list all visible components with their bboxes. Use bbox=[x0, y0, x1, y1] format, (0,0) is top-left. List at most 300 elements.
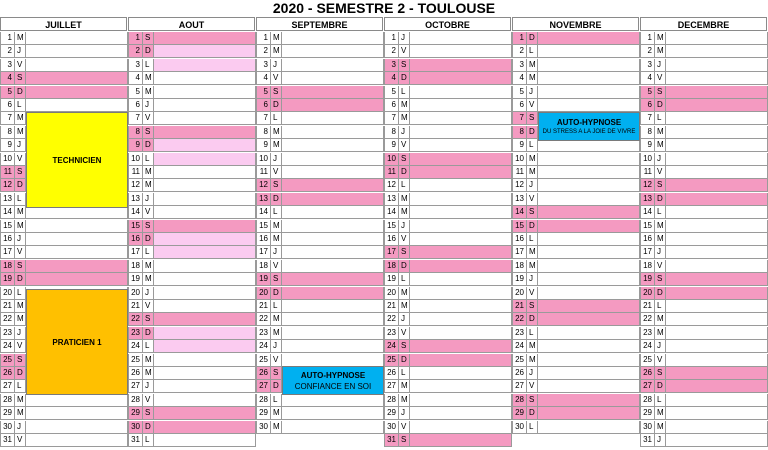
day-row[interactable] bbox=[384, 153, 512, 166]
day-row[interactable] bbox=[640, 313, 768, 326]
day-row[interactable] bbox=[0, 246, 128, 259]
day-event-cell[interactable] bbox=[26, 260, 128, 273]
day-event-cell[interactable] bbox=[666, 45, 768, 58]
day-row[interactable] bbox=[640, 394, 768, 407]
day-row[interactable] bbox=[640, 206, 768, 219]
day-row[interactable] bbox=[512, 206, 640, 219]
day-event-cell[interactable] bbox=[666, 394, 768, 407]
day-event-cell[interactable] bbox=[282, 126, 384, 139]
day-row[interactable] bbox=[256, 193, 384, 206]
day-row[interactable] bbox=[128, 421, 256, 434]
day-row[interactable] bbox=[256, 287, 384, 300]
day-event-cell[interactable] bbox=[538, 179, 640, 192]
day-row[interactable] bbox=[128, 407, 256, 420]
day-row[interactable] bbox=[0, 233, 128, 246]
day-row[interactable] bbox=[256, 32, 384, 45]
day-row[interactable] bbox=[128, 126, 256, 139]
day-row[interactable] bbox=[0, 32, 128, 45]
day-row[interactable] bbox=[384, 166, 512, 179]
day-event-cell[interactable] bbox=[154, 220, 256, 233]
day-event-cell[interactable] bbox=[410, 72, 512, 85]
day-row[interactable] bbox=[384, 233, 512, 246]
day-event-cell[interactable] bbox=[538, 260, 640, 273]
day-event-cell[interactable] bbox=[282, 354, 384, 367]
day-row[interactable] bbox=[384, 327, 512, 340]
day-row[interactable] bbox=[256, 206, 384, 219]
day-event-cell[interactable] bbox=[154, 126, 256, 139]
day-event-cell[interactable] bbox=[282, 139, 384, 152]
day-row[interactable] bbox=[640, 354, 768, 367]
day-row[interactable] bbox=[256, 166, 384, 179]
day-event-cell[interactable] bbox=[154, 367, 256, 380]
day-event-cell[interactable] bbox=[282, 179, 384, 192]
day-row[interactable] bbox=[0, 273, 128, 286]
day-event-cell[interactable] bbox=[666, 233, 768, 246]
day-row[interactable] bbox=[128, 99, 256, 112]
day-event-cell[interactable] bbox=[666, 327, 768, 340]
day-event-cell[interactable] bbox=[666, 300, 768, 313]
day-event-cell[interactable] bbox=[26, 32, 128, 45]
day-event-cell[interactable] bbox=[26, 86, 128, 99]
day-event-cell[interactable] bbox=[410, 166, 512, 179]
day-event-cell[interactable] bbox=[410, 139, 512, 152]
day-event-cell[interactable] bbox=[538, 421, 640, 434]
day-row[interactable] bbox=[256, 45, 384, 58]
day-event-cell[interactable] bbox=[410, 32, 512, 45]
day-event-cell[interactable] bbox=[538, 407, 640, 420]
day-event-cell[interactable] bbox=[26, 206, 128, 219]
day-row[interactable] bbox=[256, 99, 384, 112]
day-event-cell[interactable] bbox=[666, 112, 768, 125]
day-row[interactable] bbox=[640, 367, 768, 380]
day-event-cell[interactable] bbox=[538, 380, 640, 393]
day-event-cell[interactable] bbox=[538, 45, 640, 58]
day-event-cell[interactable] bbox=[410, 287, 512, 300]
day-row[interactable] bbox=[256, 59, 384, 72]
day-row[interactable] bbox=[512, 340, 640, 353]
day-event-cell[interactable] bbox=[282, 72, 384, 85]
day-row[interactable] bbox=[384, 260, 512, 273]
day-row[interactable] bbox=[512, 367, 640, 380]
day-row[interactable] bbox=[640, 434, 768, 447]
day-row[interactable] bbox=[0, 394, 128, 407]
day-row[interactable] bbox=[384, 99, 512, 112]
day-row[interactable] bbox=[128, 313, 256, 326]
day-row[interactable] bbox=[640, 59, 768, 72]
day-row[interactable] bbox=[384, 354, 512, 367]
day-event-cell[interactable] bbox=[666, 421, 768, 434]
day-event-cell[interactable] bbox=[666, 407, 768, 420]
day-row[interactable] bbox=[256, 153, 384, 166]
day-row[interactable] bbox=[512, 59, 640, 72]
day-row[interactable] bbox=[384, 407, 512, 420]
day-event-cell[interactable] bbox=[26, 394, 128, 407]
day-event-cell[interactable] bbox=[410, 99, 512, 112]
day-event-cell[interactable] bbox=[410, 206, 512, 219]
day-row[interactable] bbox=[640, 421, 768, 434]
day-row[interactable] bbox=[256, 86, 384, 99]
day-event-cell[interactable] bbox=[154, 233, 256, 246]
day-row[interactable] bbox=[256, 126, 384, 139]
day-row[interactable] bbox=[512, 327, 640, 340]
day-event-cell[interactable] bbox=[154, 99, 256, 112]
day-row[interactable] bbox=[640, 246, 768, 259]
day-row[interactable] bbox=[128, 300, 256, 313]
day-row[interactable] bbox=[256, 220, 384, 233]
day-event-cell[interactable] bbox=[410, 126, 512, 139]
day-event-cell[interactable] bbox=[410, 153, 512, 166]
day-row[interactable] bbox=[384, 59, 512, 72]
day-row[interactable] bbox=[384, 313, 512, 326]
day-row[interactable] bbox=[256, 139, 384, 152]
day-event-cell[interactable] bbox=[154, 179, 256, 192]
day-event-cell[interactable] bbox=[410, 421, 512, 434]
day-row[interactable] bbox=[256, 340, 384, 353]
day-event-cell[interactable] bbox=[666, 367, 768, 380]
day-row[interactable] bbox=[256, 300, 384, 313]
day-event-cell[interactable] bbox=[410, 233, 512, 246]
day-event-cell[interactable] bbox=[538, 246, 640, 259]
day-event-cell[interactable] bbox=[154, 45, 256, 58]
day-event-cell[interactable] bbox=[282, 273, 384, 286]
day-event-cell[interactable] bbox=[282, 287, 384, 300]
day-row[interactable] bbox=[128, 287, 256, 300]
day-event-cell[interactable] bbox=[282, 153, 384, 166]
day-row[interactable] bbox=[0, 86, 128, 99]
day-row[interactable] bbox=[0, 407, 128, 420]
day-event-cell[interactable] bbox=[410, 45, 512, 58]
day-row[interactable] bbox=[384, 193, 512, 206]
day-row[interactable] bbox=[128, 220, 256, 233]
day-row[interactable] bbox=[256, 72, 384, 85]
day-row[interactable] bbox=[512, 153, 640, 166]
day-row[interactable] bbox=[512, 260, 640, 273]
day-event-cell[interactable] bbox=[154, 166, 256, 179]
day-event-cell[interactable] bbox=[26, 99, 128, 112]
day-event-cell[interactable] bbox=[282, 421, 384, 434]
day-row[interactable] bbox=[128, 233, 256, 246]
day-event-cell[interactable] bbox=[410, 434, 512, 447]
day-event-cell[interactable] bbox=[282, 313, 384, 326]
day-row[interactable] bbox=[256, 354, 384, 367]
day-event-cell[interactable] bbox=[410, 327, 512, 340]
day-row[interactable] bbox=[128, 86, 256, 99]
day-row[interactable] bbox=[512, 220, 640, 233]
day-event-cell[interactable] bbox=[410, 407, 512, 420]
day-event-cell[interactable] bbox=[666, 72, 768, 85]
day-row[interactable] bbox=[512, 233, 640, 246]
day-row[interactable] bbox=[128, 380, 256, 393]
day-event-cell[interactable] bbox=[538, 327, 640, 340]
day-event-cell[interactable] bbox=[410, 86, 512, 99]
day-row[interactable] bbox=[640, 32, 768, 45]
day-event-cell[interactable] bbox=[410, 112, 512, 125]
day-event-cell[interactable] bbox=[666, 380, 768, 393]
day-event-cell[interactable] bbox=[666, 434, 768, 447]
day-event-cell[interactable] bbox=[282, 233, 384, 246]
day-event-cell[interactable] bbox=[410, 246, 512, 259]
day-event-cell[interactable] bbox=[666, 260, 768, 273]
day-event-cell[interactable] bbox=[410, 59, 512, 72]
day-row[interactable] bbox=[512, 166, 640, 179]
event-autohypnose-september[interactable] bbox=[282, 366, 384, 395]
day-row[interactable] bbox=[640, 287, 768, 300]
day-row[interactable] bbox=[512, 354, 640, 367]
day-event-cell[interactable] bbox=[282, 246, 384, 259]
day-row[interactable] bbox=[128, 273, 256, 286]
day-row[interactable] bbox=[640, 327, 768, 340]
day-event-cell[interactable] bbox=[666, 313, 768, 326]
day-row[interactable] bbox=[640, 260, 768, 273]
day-row[interactable] bbox=[384, 300, 512, 313]
day-event-cell[interactable] bbox=[282, 260, 384, 273]
day-event-cell[interactable] bbox=[410, 394, 512, 407]
day-row[interactable] bbox=[0, 72, 128, 85]
day-row[interactable] bbox=[128, 434, 256, 447]
day-row[interactable] bbox=[384, 126, 512, 139]
day-row[interactable] bbox=[0, 260, 128, 273]
day-event-cell[interactable] bbox=[154, 193, 256, 206]
day-row[interactable] bbox=[640, 99, 768, 112]
day-event-cell[interactable] bbox=[154, 340, 256, 353]
day-row[interactable] bbox=[640, 220, 768, 233]
day-row[interactable] bbox=[384, 86, 512, 99]
day-event-cell[interactable] bbox=[538, 59, 640, 72]
day-row[interactable] bbox=[640, 340, 768, 353]
day-event-cell[interactable] bbox=[282, 99, 384, 112]
day-row[interactable] bbox=[128, 327, 256, 340]
day-row[interactable] bbox=[640, 126, 768, 139]
day-event-cell[interactable] bbox=[154, 354, 256, 367]
day-event-cell[interactable] bbox=[538, 233, 640, 246]
event-technicien[interactable] bbox=[26, 112, 128, 208]
day-row[interactable] bbox=[384, 139, 512, 152]
day-event-cell[interactable] bbox=[538, 193, 640, 206]
day-event-cell[interactable] bbox=[282, 32, 384, 45]
day-event-cell[interactable] bbox=[410, 300, 512, 313]
day-row[interactable] bbox=[0, 434, 128, 447]
day-row[interactable] bbox=[256, 233, 384, 246]
day-row[interactable] bbox=[512, 32, 640, 45]
day-event-cell[interactable] bbox=[666, 59, 768, 72]
day-row[interactable] bbox=[128, 394, 256, 407]
day-row[interactable] bbox=[128, 206, 256, 219]
day-event-cell[interactable] bbox=[154, 112, 256, 125]
day-row[interactable] bbox=[512, 287, 640, 300]
day-row[interactable] bbox=[384, 32, 512, 45]
day-row[interactable] bbox=[256, 179, 384, 192]
day-row[interactable] bbox=[512, 99, 640, 112]
day-row[interactable] bbox=[384, 340, 512, 353]
day-row[interactable] bbox=[128, 179, 256, 192]
day-row[interactable] bbox=[512, 246, 640, 259]
day-row[interactable] bbox=[640, 179, 768, 192]
day-row[interactable] bbox=[640, 407, 768, 420]
day-event-cell[interactable] bbox=[282, 300, 384, 313]
day-row[interactable] bbox=[256, 273, 384, 286]
day-row[interactable] bbox=[640, 72, 768, 85]
day-row[interactable] bbox=[128, 59, 256, 72]
day-row[interactable] bbox=[384, 112, 512, 125]
day-event-cell[interactable] bbox=[410, 260, 512, 273]
day-event-cell[interactable] bbox=[154, 72, 256, 85]
day-row[interactable] bbox=[640, 153, 768, 166]
day-event-cell[interactable] bbox=[538, 220, 640, 233]
day-event-cell[interactable] bbox=[538, 153, 640, 166]
day-row[interactable] bbox=[640, 166, 768, 179]
day-row[interactable] bbox=[256, 327, 384, 340]
day-row[interactable] bbox=[256, 112, 384, 125]
day-row[interactable] bbox=[128, 72, 256, 85]
day-event-cell[interactable] bbox=[282, 394, 384, 407]
day-row[interactable] bbox=[128, 153, 256, 166]
day-event-cell[interactable] bbox=[538, 313, 640, 326]
day-event-cell[interactable] bbox=[666, 153, 768, 166]
day-event-cell[interactable] bbox=[538, 32, 640, 45]
day-row[interactable] bbox=[256, 421, 384, 434]
day-row[interactable] bbox=[256, 246, 384, 259]
day-event-cell[interactable] bbox=[538, 340, 640, 353]
day-row[interactable] bbox=[512, 300, 640, 313]
day-event-cell[interactable] bbox=[410, 220, 512, 233]
day-event-cell[interactable] bbox=[282, 86, 384, 99]
day-event-cell[interactable] bbox=[26, 220, 128, 233]
day-row[interactable] bbox=[0, 220, 128, 233]
day-event-cell[interactable] bbox=[154, 86, 256, 99]
day-row[interactable] bbox=[384, 380, 512, 393]
day-row[interactable] bbox=[384, 367, 512, 380]
day-row[interactable] bbox=[128, 354, 256, 367]
day-event-cell[interactable] bbox=[26, 233, 128, 246]
event-praticien-1[interactable] bbox=[26, 289, 128, 395]
day-event-cell[interactable] bbox=[154, 260, 256, 273]
day-event-cell[interactable] bbox=[26, 246, 128, 259]
day-event-cell[interactable] bbox=[666, 32, 768, 45]
day-event-cell[interactable] bbox=[666, 354, 768, 367]
day-event-cell[interactable] bbox=[154, 434, 256, 447]
day-event-cell[interactable] bbox=[538, 300, 640, 313]
day-event-cell[interactable] bbox=[666, 179, 768, 192]
day-row[interactable] bbox=[0, 59, 128, 72]
day-event-cell[interactable] bbox=[26, 273, 128, 286]
day-event-cell[interactable] bbox=[538, 86, 640, 99]
day-row[interactable] bbox=[0, 99, 128, 112]
day-row[interactable] bbox=[384, 287, 512, 300]
day-row[interactable] bbox=[128, 166, 256, 179]
day-row[interactable] bbox=[128, 139, 256, 152]
day-event-cell[interactable] bbox=[154, 287, 256, 300]
day-event-cell[interactable] bbox=[666, 166, 768, 179]
day-row[interactable] bbox=[128, 367, 256, 380]
day-event-cell[interactable] bbox=[282, 327, 384, 340]
day-event-cell[interactable] bbox=[154, 139, 256, 152]
day-event-cell[interactable] bbox=[282, 166, 384, 179]
day-event-cell[interactable] bbox=[282, 340, 384, 353]
day-row[interactable] bbox=[128, 260, 256, 273]
day-row[interactable] bbox=[640, 233, 768, 246]
day-row[interactable] bbox=[640, 45, 768, 58]
day-row[interactable] bbox=[256, 394, 384, 407]
day-event-cell[interactable] bbox=[666, 340, 768, 353]
day-event-cell[interactable] bbox=[538, 139, 640, 152]
day-row[interactable] bbox=[640, 273, 768, 286]
day-row[interactable] bbox=[512, 421, 640, 434]
day-row[interactable] bbox=[128, 112, 256, 125]
day-event-cell[interactable] bbox=[666, 287, 768, 300]
day-row[interactable] bbox=[256, 407, 384, 420]
day-event-cell[interactable] bbox=[666, 246, 768, 259]
day-row[interactable] bbox=[640, 86, 768, 99]
day-event-cell[interactable] bbox=[410, 179, 512, 192]
day-row[interactable] bbox=[384, 206, 512, 219]
day-event-cell[interactable] bbox=[154, 206, 256, 219]
day-row[interactable] bbox=[640, 300, 768, 313]
day-event-cell[interactable] bbox=[26, 72, 128, 85]
day-event-cell[interactable] bbox=[154, 246, 256, 259]
day-event-cell[interactable] bbox=[282, 407, 384, 420]
day-event-cell[interactable] bbox=[666, 139, 768, 152]
day-row[interactable] bbox=[512, 72, 640, 85]
day-event-cell[interactable] bbox=[538, 367, 640, 380]
day-event-cell[interactable] bbox=[666, 86, 768, 99]
day-row[interactable] bbox=[128, 193, 256, 206]
day-row[interactable] bbox=[640, 193, 768, 206]
day-row[interactable] bbox=[640, 380, 768, 393]
day-event-cell[interactable] bbox=[410, 380, 512, 393]
day-event-cell[interactable] bbox=[410, 193, 512, 206]
day-event-cell[interactable] bbox=[538, 166, 640, 179]
day-event-cell[interactable] bbox=[154, 32, 256, 45]
day-event-cell[interactable] bbox=[538, 72, 640, 85]
day-event-cell[interactable] bbox=[154, 59, 256, 72]
day-event-cell[interactable] bbox=[26, 407, 128, 420]
day-event-cell[interactable] bbox=[154, 407, 256, 420]
day-row[interactable] bbox=[384, 421, 512, 434]
day-event-cell[interactable] bbox=[26, 421, 128, 434]
day-row[interactable] bbox=[512, 313, 640, 326]
day-event-cell[interactable] bbox=[410, 340, 512, 353]
day-event-cell[interactable] bbox=[26, 434, 128, 447]
day-row[interactable] bbox=[384, 273, 512, 286]
day-event-cell[interactable] bbox=[666, 126, 768, 139]
day-row[interactable] bbox=[512, 273, 640, 286]
day-event-cell[interactable] bbox=[410, 367, 512, 380]
day-event-cell[interactable] bbox=[538, 354, 640, 367]
day-row[interactable] bbox=[256, 260, 384, 273]
day-row[interactable] bbox=[384, 220, 512, 233]
day-event-cell[interactable] bbox=[538, 394, 640, 407]
day-row[interactable] bbox=[512, 86, 640, 99]
day-row[interactable] bbox=[0, 45, 128, 58]
day-event-cell[interactable] bbox=[154, 300, 256, 313]
day-event-cell[interactable] bbox=[666, 193, 768, 206]
day-event-cell[interactable] bbox=[410, 354, 512, 367]
day-event-cell[interactable] bbox=[154, 327, 256, 340]
day-event-cell[interactable] bbox=[410, 313, 512, 326]
day-event-cell[interactable] bbox=[154, 313, 256, 326]
day-event-cell[interactable] bbox=[282, 206, 384, 219]
day-row[interactable] bbox=[128, 246, 256, 259]
day-event-cell[interactable] bbox=[154, 153, 256, 166]
day-row[interactable] bbox=[512, 380, 640, 393]
day-event-cell[interactable] bbox=[410, 273, 512, 286]
day-row[interactable] bbox=[384, 246, 512, 259]
day-event-cell[interactable] bbox=[538, 99, 640, 112]
day-event-cell[interactable] bbox=[666, 273, 768, 286]
day-row[interactable] bbox=[640, 139, 768, 152]
day-event-cell[interactable] bbox=[666, 220, 768, 233]
day-event-cell[interactable] bbox=[666, 99, 768, 112]
